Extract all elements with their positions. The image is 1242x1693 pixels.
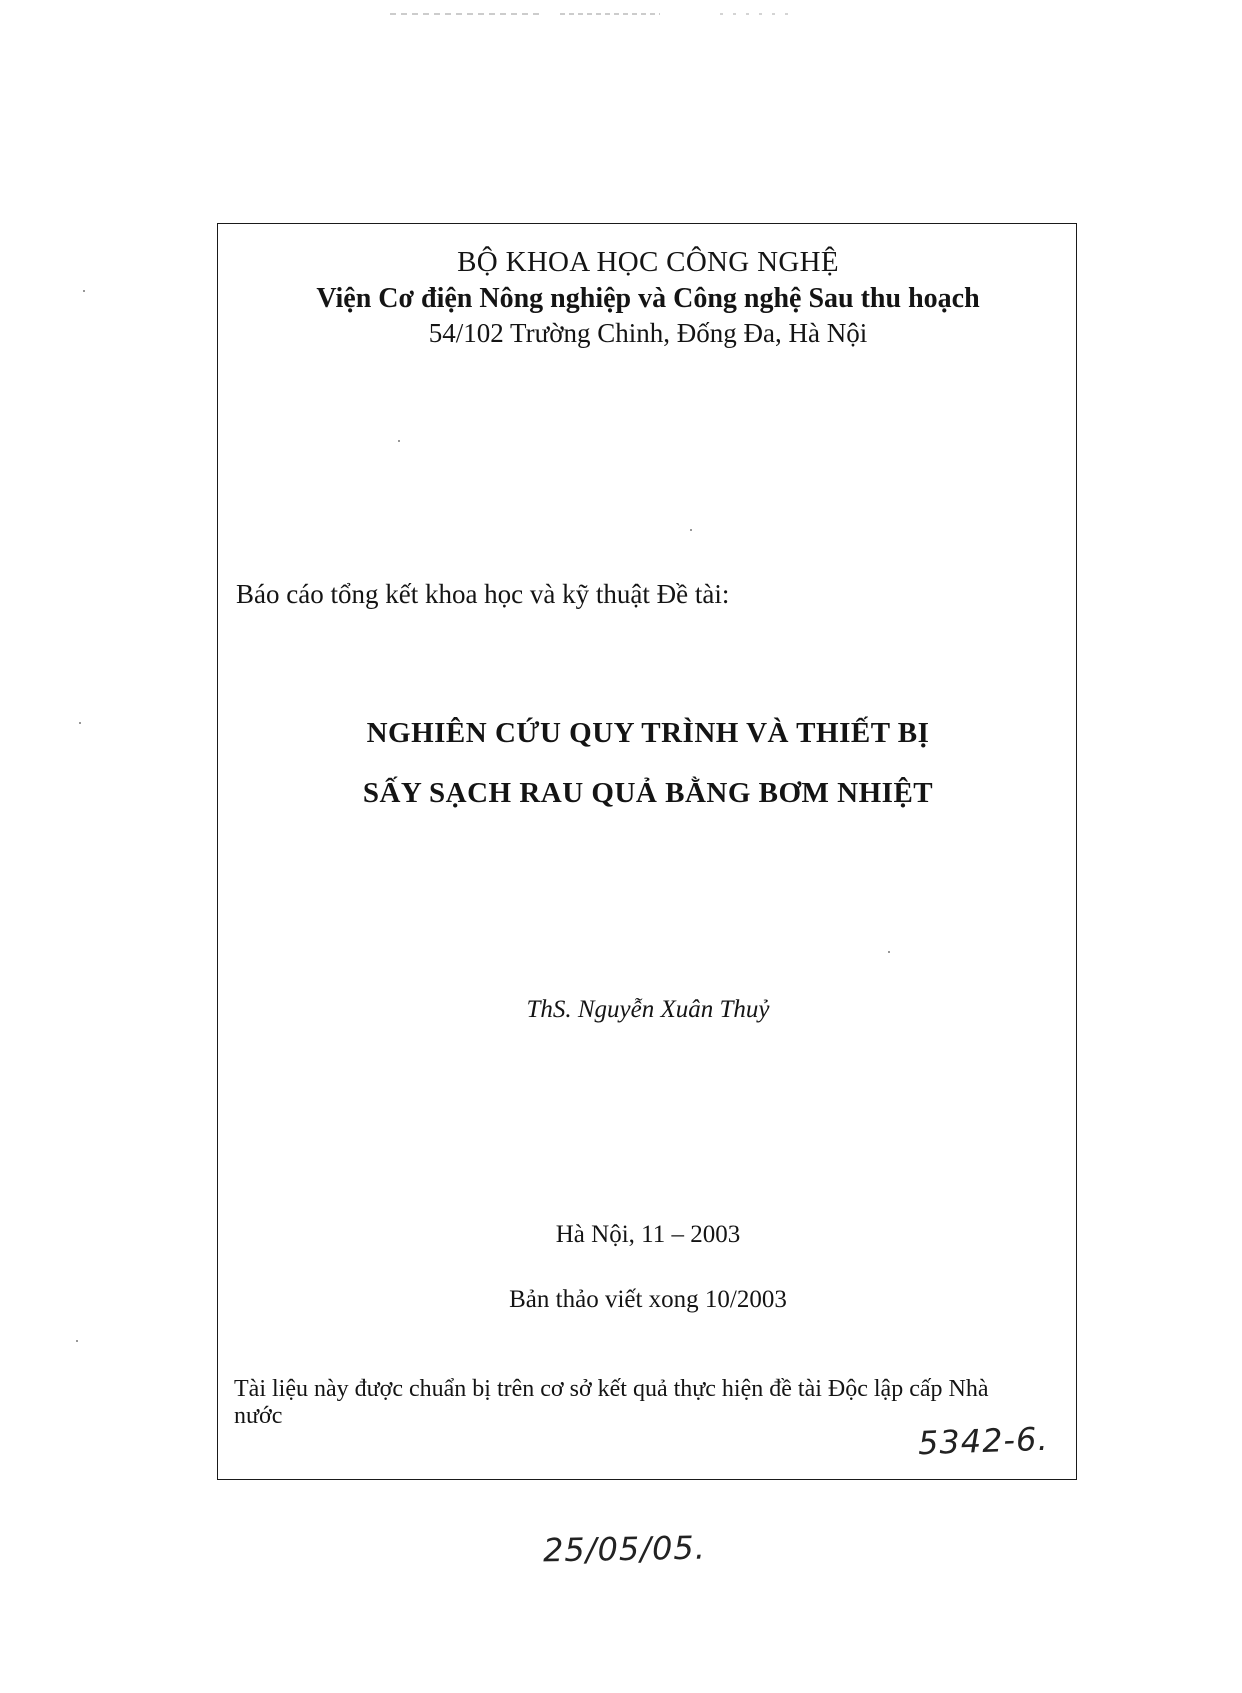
report-title-line-1: NGHIÊN CỨU QUY TRÌNH VÀ THIẾT BỊ: [366, 717, 930, 749]
cover-frame: [217, 223, 1077, 1480]
institute-address: 54/102 Trường Chinh, Đống Đa, Hà Nội: [428, 318, 868, 348]
scan-speck: [888, 951, 890, 953]
institute-name: Viện Cơ điện Nông nghiệp và Công nghệ Sau thu hoạch: [316, 283, 980, 314]
handwritten-date: 25/05/05.: [542, 1528, 707, 1570]
scan-marks: [390, 4, 890, 10]
scan-speck: [398, 440, 400, 442]
footer-note: Tài liệu này được chuẩn bị trên cơ sở kết quả thực hiện đề tài Độc lập cấp Nhà nước: [234, 1376, 989, 1429]
scan-dash-marks: [390, 11, 890, 17]
scan-speck: [79, 722, 81, 724]
scan-speck: [76, 1340, 78, 1342]
scan-speck: [83, 290, 85, 292]
draft-note: Bản thảo viết xong 10/2003: [509, 1286, 787, 1313]
handwritten-code: 5342-6.: [917, 1419, 1050, 1463]
place-date: Hà Nội, 11 – 2003: [555, 1221, 741, 1248]
report-intro: Báo cáo tổng kết khoa học và kỹ thuật Đề tài:: [236, 579, 730, 609]
report-title-line-2: SẤY SẠCH RAU QUẢ BẰNG BƠM NHIỆT: [362, 777, 934, 809]
ministry-name: BỘ KHOA HỌC CÔNG NGHỆ: [457, 246, 839, 278]
scan-speck: [690, 529, 692, 531]
author-name: ThS. Nguyễn Xuân Thuỷ: [526, 996, 770, 1023]
